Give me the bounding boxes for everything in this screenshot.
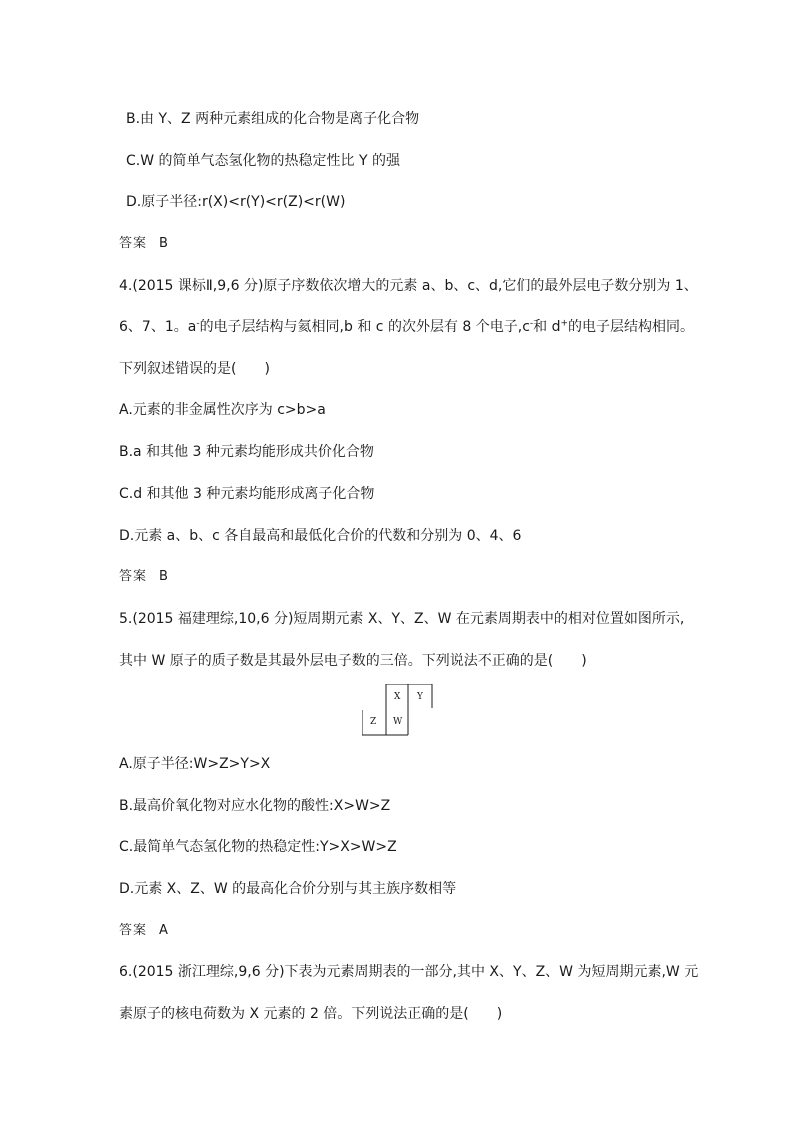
answer-label: 答案 (119, 923, 148, 938)
q4-answer (119, 568, 169, 586)
q3-answer (119, 235, 169, 253)
answer-value: A (159, 923, 169, 938)
superscript: - (196, 318, 200, 329)
q4-stem-text: 的电子层结构与氦相同,b 和 c 的次外层有 8 个电子,c (199, 319, 530, 335)
q5-option-b: B.最高价氧化物对应水化物的酸性:X>W>Z (119, 798, 391, 814)
q5-stem-line-2: 其中 W 原子的质子数是其最外层电子数的三倍。下列说法不正确的是( ) (119, 653, 587, 669)
answer-value: B (159, 236, 169, 251)
superscript: + (560, 318, 569, 329)
q5-option-d: D.元素 X、Z、W 的最高化合价分别与其主族序数相等 (119, 881, 457, 897)
answer-label: 答案 (119, 236, 148, 251)
superscript: - (529, 318, 534, 329)
q4-option-b: B.a 和其他 3 种元素均能形成共价化合物 (119, 444, 374, 460)
q4-stem-text: 的电子层结构相同。 (568, 319, 695, 335)
answer-label: 答案 (119, 569, 148, 584)
cell-y: Y (417, 692, 423, 702)
q4-stem-line-2 (119, 318, 694, 336)
q3-option-d: D.原子半径:r(X)<r(Y)<r(Z)<r(W) (126, 194, 346, 210)
q5-stem-line-1: 5.(2015 福建理综,10,6 分)短周期元素 X、Y、Z、W 在元素周期表中的相对位置如图所示, (119, 611, 685, 627)
q4-stem-line-3: 下列叙述错误的是( ) (119, 361, 270, 377)
q5-option-a: A.原子半径:W>Z>Y>X (119, 756, 271, 772)
q4-option-c: C.d 和其他 3 种元素均能形成离子化合物 (119, 486, 375, 502)
q4-stem-text: 和 d (533, 319, 561, 335)
answer-value: B (159, 569, 169, 584)
q6-stem-line-2: 素原子的核电荷数为 X 元素的 2 倍。下列说法正确的是( ) (119, 1006, 503, 1022)
q4-option-d: D.元素 a、b、c 各自最高和最低化合价的代数和分别为 0、4、6 (119, 528, 522, 544)
cell-w: W (393, 717, 403, 727)
q5-option-c: C.最简单气态氢化物的热稳定性:Y>X>W>Z (119, 839, 397, 855)
periodic-table-fragment (362, 684, 434, 736)
q4-stem-text: 6、7、1。a (119, 319, 197, 335)
q3-option-c: C.W 的简单气态氢化物的热稳定性比 Y 的强 (126, 153, 400, 169)
cell-z: Z (370, 717, 377, 727)
q6-stem-line-1: 6.(2015 浙江理综,9,6 分)下表为元素周期表的一部分,其中 X、Y、Z、W 为短周期元素,W 元 (119, 964, 699, 980)
q4-stem-line-1: 4.(2015 课标Ⅱ,9,6 分)原子序数依次增大的元素 a、b、c、d,它们的最外层电子数分别为 1、 (119, 278, 698, 294)
q3-option-b: B.由 Y、Z 两种元素组成的化合物是离子化合物 (126, 111, 420, 127)
cell-x: X (394, 692, 401, 702)
q4-option-a: A.元素的非金属性次序为 c>b>a (119, 402, 326, 418)
q5-answer (119, 922, 169, 940)
